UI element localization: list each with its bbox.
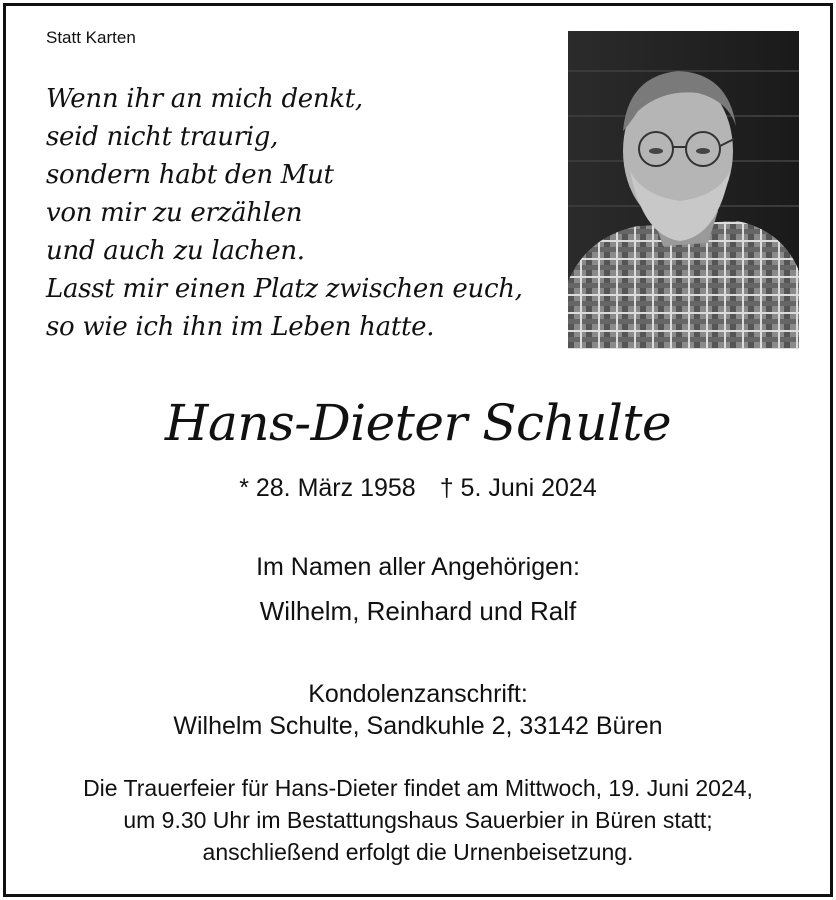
poem: [46, 80, 523, 346]
life-dates: [6, 474, 830, 503]
birth-date: * 28. März 1958: [239, 474, 416, 502]
poem-line: seid nicht traurig,: [46, 122, 279, 152]
ceremony-details: [6, 772, 830, 868]
family-label: Im Namen aller Angehörigen:: [256, 553, 580, 581]
ceremony-line: um 9.30 Uhr im Bestattungshaus Sauerbier in Büren statt;: [123, 807, 713, 833]
condolence-address: Wilhelm Schulte, Sandkuhle 2, 33142 Büren: [173, 712, 663, 740]
poem-line: Wenn ihr an mich denkt,: [46, 84, 363, 114]
condolence-label: Kondolenzanschrift:: [308, 680, 528, 708]
portrait-photo: [568, 31, 799, 349]
family-names: Wilhelm, Reinhard und Ralf: [259, 596, 577, 626]
poem-line: sondern habt den Mut: [46, 160, 334, 190]
ceremony-line: anschließend erfolgt die Urnenbeisetzung.: [202, 839, 634, 865]
portrait-illustration: [568, 31, 799, 349]
ceremony-line: Die Trauerfeier für Hans-Dieter findet am Mittwoch, 19. Juni 2024,: [83, 775, 753, 801]
deceased-name: Hans-Dieter Schulte: [164, 394, 672, 452]
death-date: † 5. Juni 2024: [439, 474, 597, 502]
poem-line: Lasst mir einen Platz zwischen euch,: [46, 274, 523, 304]
header-text: Statt Karten: [46, 28, 136, 47]
obituary-notice: [3, 3, 833, 897]
poem-line: so wie ich ihn im Leben hatte.: [46, 312, 435, 342]
poem-line: von mir zu erzählen: [46, 198, 303, 228]
poem-line: und auch zu lachen.: [46, 236, 305, 266]
